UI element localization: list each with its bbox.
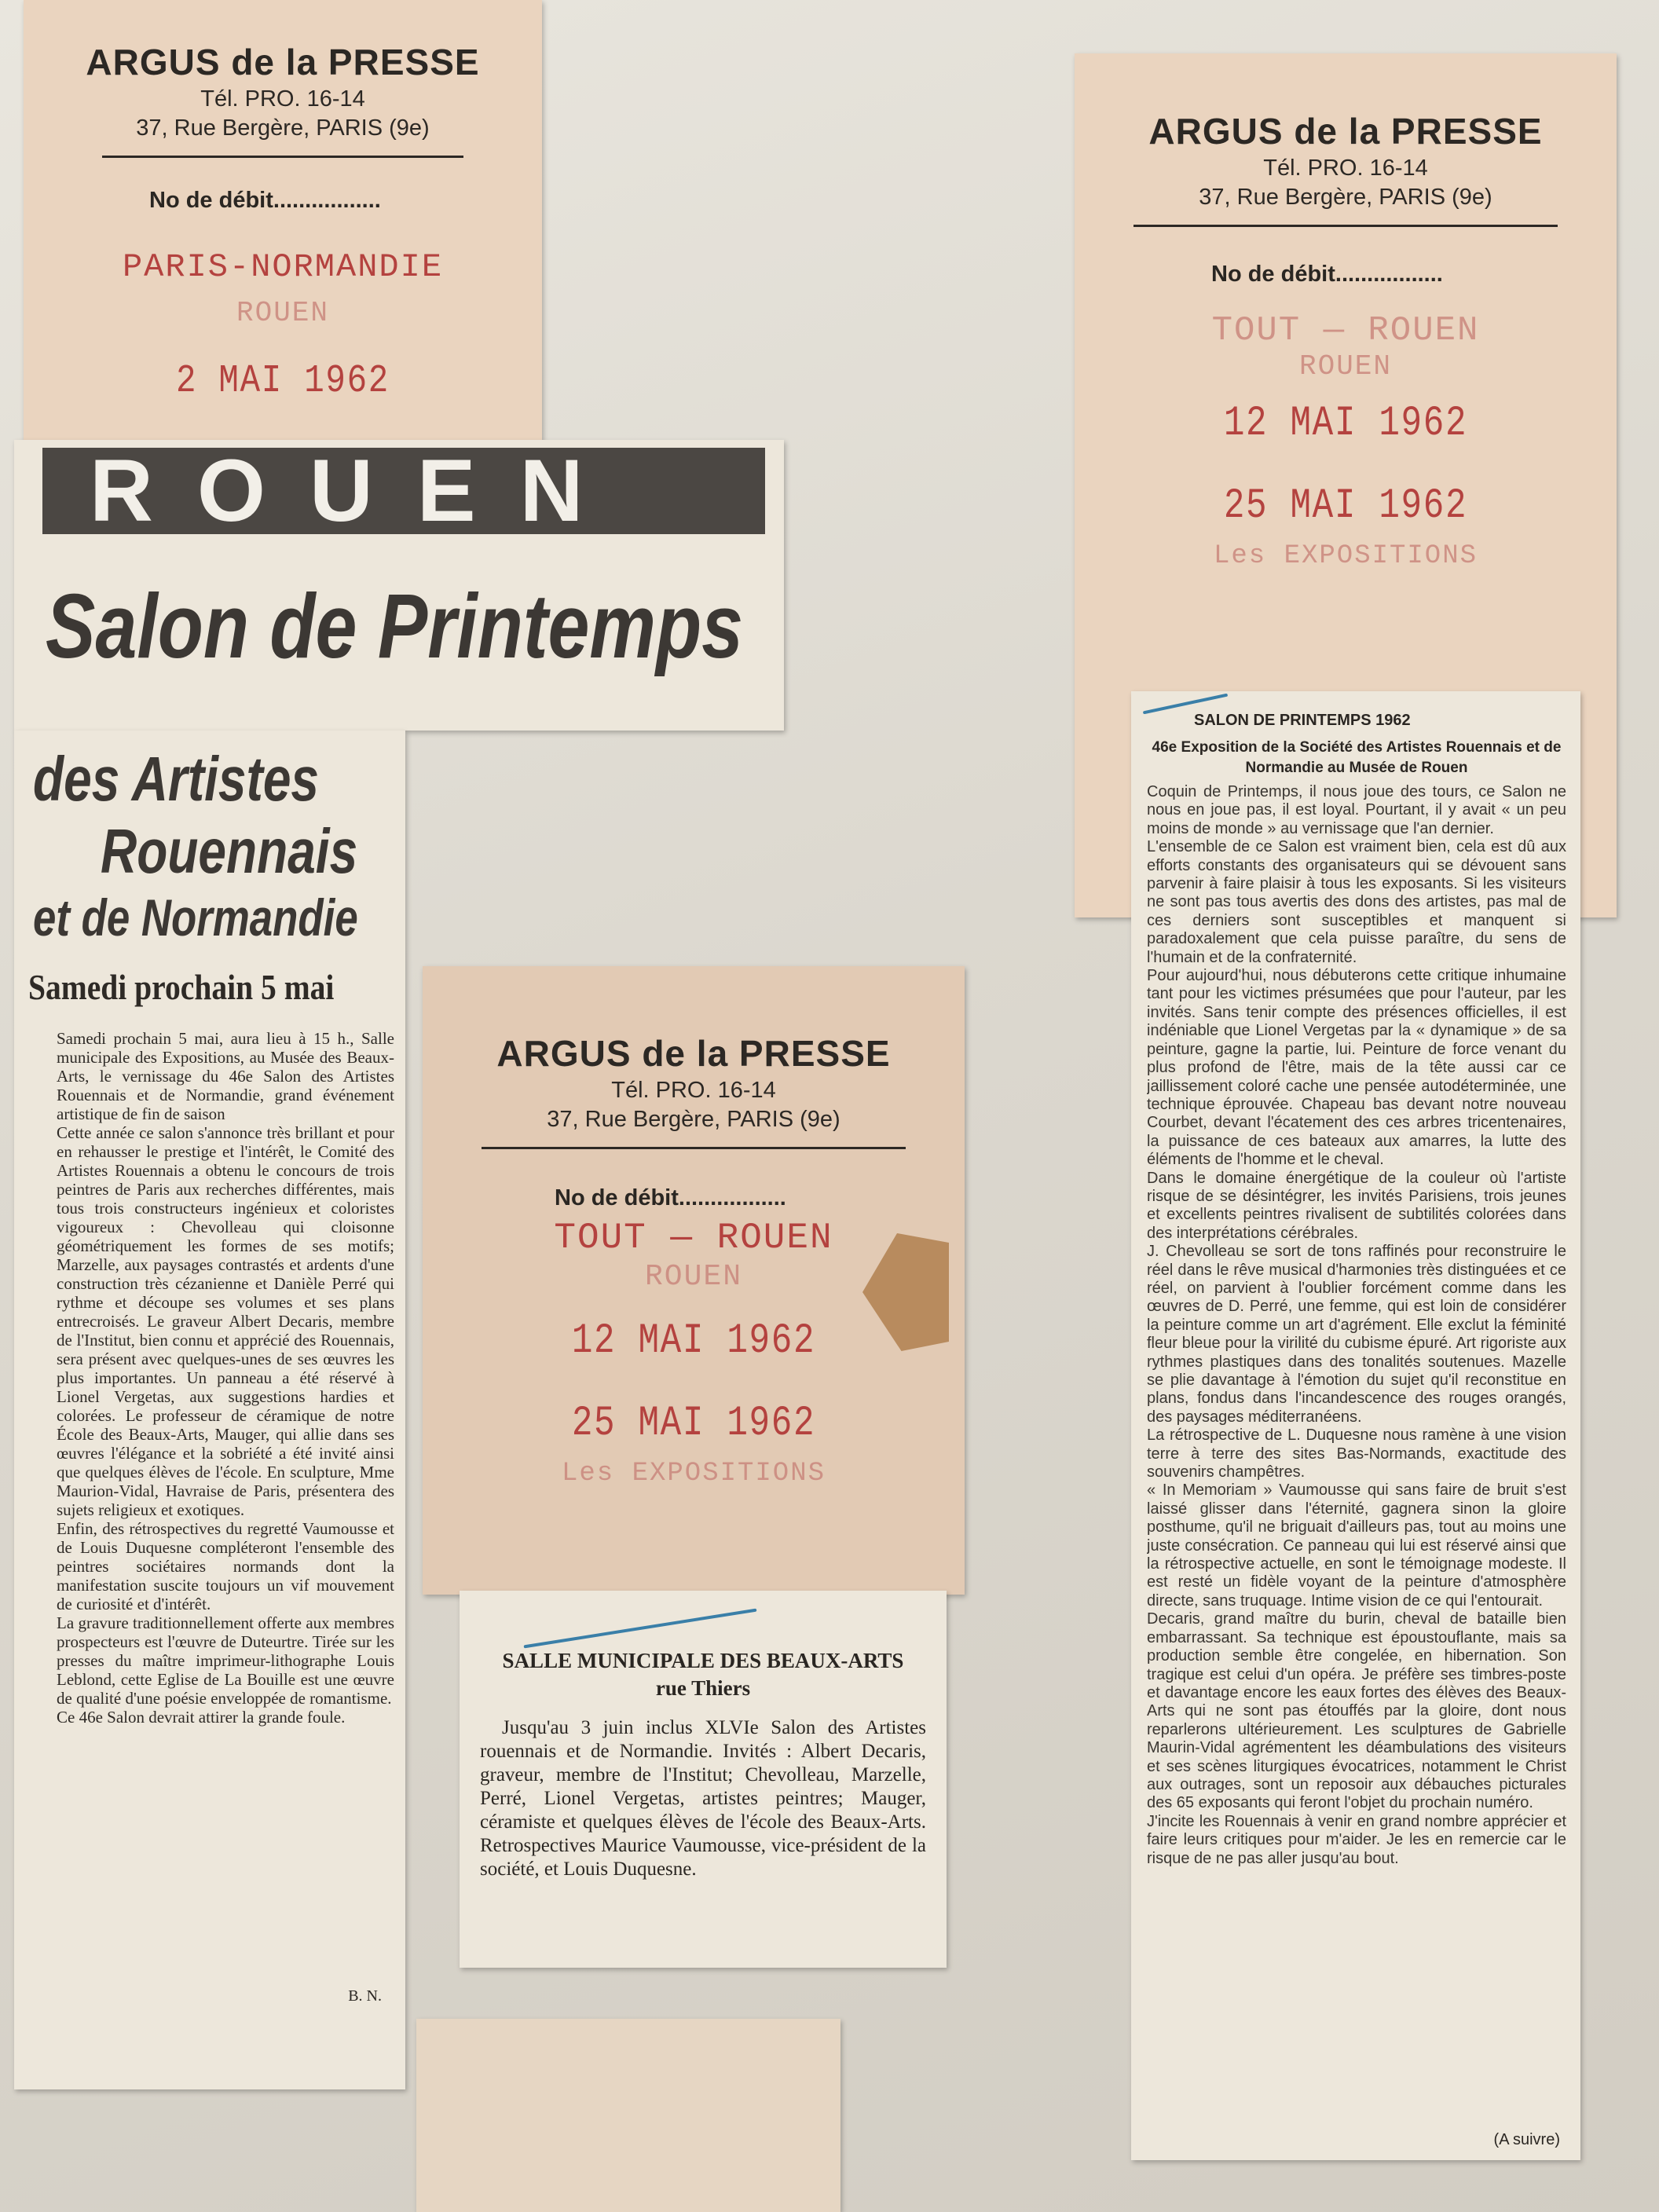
signature: B. N. — [348, 1987, 382, 2005]
stamp-city: ROUEN — [644, 1260, 743, 1294]
banner: ROUEN — [42, 448, 765, 534]
stamp-date: 2 MAI 1962 — [175, 359, 390, 404]
article-left-text: Samedi prochain 5 mai, aura lieu à 15 h., Salle municipale des Expositions, au Musée des Beaux-Arts, le vernissage du 46e Salon des Artistes Rouennais et de Normandie, grand événement artistique de fin de saison Cette année ce salon s'annonce très brillant et pour en rehausser le prestige et l'intérêt, le Comité des Artistes Rouennais a obtenu le concours de trois peintres de Paris aux recherches différentes, mais tous trois constructeurs ingénieux et coloristes vigoureux : Chevolleau qui cloisonne géométriquement les formes de ses motifs; Marzelle, aux paysages contrastés et ardents d'une construction très cézanienne et Danièle Perré qui rythme et découpe ses volumes et ses plans entrecroisés. Le graveur Albert Decaris, membre de l'Institut, bien connu et apprécié des Rouennais, sera présent avec quelques-unes de ses œuvres les plus importantes. Un panneau a été réservé à Lionel Vergetas, aux suggestions hardies et colorées. Le professeur de céramique de notre École des Beaux-Arts, Mauger, qui allie dans ses œuvres l'élégance et la sobriété a été invité ainsi que quelques élèves de l'école. En sculpture, Mme Maurion-Vidal, Havraise de Paris, présentera des sujets religieux et exotiques. Enfin, des rétrospectives du regretté Vaumousse et de Louis Duquesne compléteront l'ensemble des peintres sociétaires normands dont la manifestation suscite toujours un vif mouvement de curiosité et d'intérêt. La gravure traditionnellement offerte aux membres prospecteurs est l'œuvre de Duteurtre. Tirée sur les presses du maître imprimeur-lithographe Louis Leblond, cette Eglise de La Bouille est une œuvre de qualité d'une poésie enveloppée de romantisme. Ce 46e Salon devrait attirer la grande foule. — [57, 1029, 394, 1727]
argus-address: 37, Rue Bergère, PARIS (9e) — [547, 1107, 840, 1132]
stamp-section: Les EXPOSITIONS — [561, 1459, 826, 1489]
notice-subtitle: rue Thiers — [655, 1676, 751, 1700]
debit-line: No de débit................. — [1211, 262, 1443, 287]
stamp-date-1: 12 MAI 1962 — [571, 1317, 816, 1365]
argus-name: ARGUS de la PRESSE — [86, 42, 480, 82]
headline-line2: des Artistes — [33, 744, 319, 814]
argus-address: 37, Rue Bergère, PARIS (9e) — [136, 115, 430, 141]
argus-name: ARGUS de la PRESSE — [496, 1033, 891, 1074]
stamp-date-1: 12 MAI 1962 — [1223, 400, 1468, 448]
stamp-date-2: 25 MAI 1962 — [571, 1400, 816, 1448]
debit-line: No de débit................. — [149, 188, 381, 213]
subhead: Samedi prochain 5 mai — [28, 967, 335, 1007]
argus-slip-middle — [423, 966, 965, 1595]
critique-subtitle: 46e Exposition de la Société des Artistes Rouennais et de Normandie au Musée de Rouen — [1152, 739, 1562, 776]
argus-address: 37, Rue Bergère, PARIS (9e) — [1199, 185, 1492, 210]
stamp-date-2: 25 MAI 1962 — [1223, 482, 1468, 530]
paper-remnant — [416, 2019, 840, 2212]
article-left-headline — [14, 440, 784, 731]
notice-text: Jusqu'au 3 juin inclus XLVIe Salon des Artistes rouennais et de Normandie. Invités : Albert Decaris, graveur, membre de l'Institut; Chevolleau, Marzelle, Perré, Lionel Vergetas, artistes peintres; Mauger, céramiste et quelques élèves de l'école des Beaux-Arts. Retrospectives Maurice Vaumousse, vice-président de la société, et Louis Duquesne. — [480, 1717, 926, 1880]
argus-tel: Tél. PRO. 16-14 — [200, 86, 365, 112]
continued-note: (A suivre) — [1493, 2131, 1560, 2148]
argus-name: ARGUS de la PRESSE — [1148, 111, 1543, 152]
argus-tel: Tél. PRO. 16-14 — [1263, 156, 1428, 181]
debit-line: No de débit................. — [555, 1185, 786, 1210]
article-right — [1131, 691, 1580, 2160]
stamp-city: ROUEN — [1298, 350, 1393, 383]
critique-text: Coquin de Printemps, il nous joue des tours, ce Salon ne nous en joue pas, il est loyal. Pourtant, il y avait « un peu moins de monde » au vernissage que l'an dernier. L'ensemble de ce Salon est vraiment bien, cela est dû aux efforts constants des organisateurs qui se dévouent sans parvenir à faire plaisir à tous les exposants. Si les visiteurs ne sont pas tous avertis des dons des artistes, pas mal de ces derniers sont susceptibles et manquent si paradoxalement que cela puisse paraître, du sens de l'humain et de la confraternité. Pour aujourd'hui, nous débuterons cette critique inhumaine tant pour les victimes présumées que pour l'auteur, par les invités. Sans tenir compte des présences officielles, il est indéniable que Lionel Vergetas par la « dynamique » de sa peinture, gagne la partie, lui. Peinture de force venant du plus profond de l'être, mais de la tête aussi car ce jaillissement coloré cache une pensée autodéterminée, une technique éprouvée. Chapeau bas devant notre nouveau Courbet, devant l'écatement des ces arbres tricentenaires, la puissance de ces bateaux aux amarres, la lutte des éléments de l'homme et le cheval. Dans le domaine énergétique de la couleur où l'artiste risque de se désintégrer, les invités Parisiens, trois jeunes et excellents peintres rivalisent de subtilités colorées dans des interprétations cérébrales. J. Chevolleau se sort de tons raffinés pour reconstruire le réel dans le rêve musical d'harmonies très distinguées et ce réel, on parvient à l'oublier forcément comme dans les œuvres de D. Perré, une femme, qui est loin de considérer la peinture comme un art d'agrément. Elle exclut la féminité fleur bleue pour la virilité du cubisme épuré. Art rigoriste aux rythmes plastiques dans des tonalités soutenues. Mazelle se plie davantage à l'émotion du sujet qu'il reconstitue en plans, fondus dans l'incandescence des rouges orangés, des paysages méditerranéens. La rétrospective de L. Duquesne nous ramène à une vision terre à terre des sites Bas-Normands, exactitude des souvenirs champêtres. « In Memoriam » Vaumousse qui sans faire de bruit s'est laissé glisser dans l'éternité, gagnera sinon la gloire posthume, qu'il ne briguait d'ailleurs pas, tout au moins une juste consécration. Ce panneau qui lui est réservé ainsi que la rétrospective actuelle, en sont le témoignage modeste. Il est resté un fidèle voyant de la peinture d'atmosphère directe, sans truquage. Intime vision de ce qui l'entourait. Decaris, grand maître du burin, cheval de bataille bien embarrassant. Sa technique est époustouflante, mais sa production semble être congelée, en hibernation. Son tragique est celui d'un opéra. Je préfère ses timbres-poste et davantage encore les eaux fortes des élèves des Beaux-Arts qui ne sont pas étouffés par la gloire, dont nous reparlerons ultérieurement. Les sculptures de Gabrielle Maurin-Vidal agrémentent les déambulations des visiteurs et ses scènes liturgiques évocatrices, notamment le Christ aux outrages, sont un reposoir aux débauches picturales des 65 exposants qui feront l'objet du prochain numéro. J'incite les Rouennais à venir en grand nombre apprécier et faire leurs critiques pour m'aider. Je les en remercie car le risque de ne pas aller jusqu'au bout. — [1147, 783, 1566, 1867]
critique-title: SALON DE PRINTEMPS 1962 — [1194, 712, 1411, 729]
headline-title: Salon de Printemps — [46, 575, 743, 677]
article-middle — [460, 1591, 947, 1968]
headline-line4: et de Normandie — [33, 888, 358, 947]
stamp-paper: TOUT — ROUEN — [1211, 311, 1480, 350]
divider — [102, 156, 463, 158]
stamp-paper: PARIS-NORMANDIE — [122, 248, 444, 286]
stamp-paper: TOUT — ROUEN — [554, 1218, 833, 1258]
pen-mark — [524, 1609, 757, 1649]
notice-title: SALLE MUNICIPALE DES BEAUX-ARTS — [502, 1649, 904, 1672]
argus-slip-left — [24, 0, 542, 456]
article-left-body — [14, 731, 405, 2089]
headline-line3: Rouennais — [101, 816, 358, 886]
divider — [1133, 225, 1558, 227]
argus-tel: Tél. PRO. 16-14 — [611, 1078, 776, 1103]
divider — [482, 1147, 906, 1149]
stamp-section: Les EXPOSITIONS — [1213, 541, 1478, 571]
stamp-city: ROUEN — [236, 297, 330, 329]
